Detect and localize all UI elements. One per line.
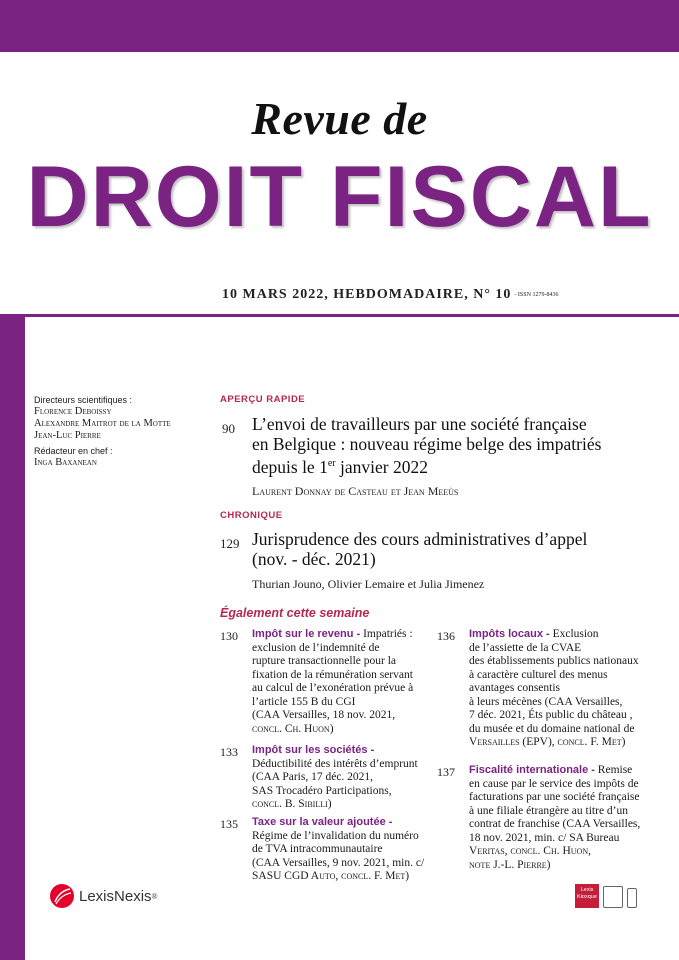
list-item[interactable]	[252, 628, 432, 736]
title-revue-de: Revue de	[251, 93, 428, 144]
item-number: 133	[220, 745, 238, 759]
item-line: à leurs mécènes (CAA Versailles,	[469, 695, 623, 708]
director-name: Jean-Luc Pierre	[34, 430, 101, 441]
item-line: Régime de l’invalidation du numéro	[252, 829, 419, 842]
item-line: Exclusion	[552, 628, 599, 640]
section-apercu-label: APERÇU RAPIDE	[220, 394, 306, 405]
list-item[interactable]	[252, 816, 432, 884]
title-line: Jurisprudence des cours administratives d’appel	[252, 529, 588, 549]
editorial-board	[34, 394, 214, 469]
title-droit-fiscal: DROIT FISCAL	[26, 149, 653, 245]
list-item[interactable]	[469, 764, 674, 872]
title-fragment: depuis le 1	[252, 456, 328, 477]
article-title-apercu[interactable]	[252, 414, 672, 477]
item-line: (CAA Versailles, 18 nov. 2021,	[252, 709, 396, 721]
article-authors: Laurent Donnay de Casteau et Jean Meeùs	[252, 484, 459, 498]
item-heading: Impôts locaux -	[469, 628, 550, 640]
title-line: en Belgique : nouveau régime belge des impatriés	[252, 434, 602, 454]
trademark-symbol: ®	[151, 891, 158, 901]
item-line: fixation de la rémunération servant	[252, 668, 413, 681]
item-number: 137	[437, 765, 455, 779]
badge-line: Kiosque	[577, 894, 597, 900]
left-purple-band	[0, 314, 25, 960]
tablet-icon	[603, 886, 623, 908]
item-line: Déductibilité des intérêts d’emprunt	[252, 757, 418, 770]
lexisnexis-logo[interactable]	[50, 884, 158, 908]
issue-date: 10 MARS 2022, HEBDOMADAIRE, N° 10	[222, 287, 512, 302]
item-line: concl. B. Sibilli)	[252, 798, 332, 810]
item-line: l’article 155 B du CGI	[252, 695, 356, 708]
directors-label: Directeurs scientifiques :	[34, 395, 133, 405]
publisher-name: LexisNexis	[79, 887, 152, 905]
item-line: de l’assiette de la CVAE	[469, 641, 582, 654]
item-line: Versailles (EPV), concl. F. Met)	[469, 736, 626, 748]
article-title-chronique[interactable]	[252, 529, 672, 569]
title-fragment: janvier 2022	[335, 456, 428, 477]
item-line: au calcul de l’exonération prévue à	[252, 682, 414, 694]
item-line: SASU CGD Auto, concl. F. Met)	[252, 870, 410, 882]
title-line: L’envoi de travailleurs par une société française	[252, 414, 587, 434]
item-line: avantages consentis	[469, 682, 561, 694]
item-heading: Impôt sur les sociétés -	[252, 744, 375, 756]
issue-line	[222, 287, 558, 303]
item-line: SAS Trocadéro Participations,	[252, 784, 392, 797]
title-line	[252, 454, 672, 477]
item-line: de TVA intracommunautaire	[252, 843, 383, 855]
director-name: Alexandre Maitrot de la Motte	[34, 418, 171, 429]
item-line: en cause par le service des impôts de	[469, 777, 639, 790]
list-item[interactable]	[252, 744, 432, 812]
item-line: du musée et du domaine national de	[469, 722, 635, 735]
top-purple-band	[0, 0, 679, 52]
chief-label: Rédacteur en chef :	[34, 446, 113, 456]
section-chronique-label: CHRONIQUE	[220, 510, 283, 521]
badge-line: Lexis	[580, 887, 594, 893]
item-line: 7 déc. 2021, Éts public du château ,	[469, 709, 633, 721]
item-line: Veritas, concl. Ch. Huon,	[469, 845, 591, 857]
item-line: (CAA Paris, 17 déc. 2021,	[252, 771, 374, 783]
item-line: (CAA Versailles, 9 nov. 2021, min. c/	[252, 856, 425, 869]
item-line: facturations par une société française	[469, 791, 640, 803]
item-number: 136	[437, 629, 455, 643]
article-number: 90	[222, 421, 235, 436]
item-line: Impatriés :	[363, 628, 413, 640]
item-number: 130	[220, 629, 238, 643]
item-heading: Taxe sur la valeur ajoutée -	[252, 816, 393, 828]
lexis-kiosque-badge[interactable]	[575, 884, 637, 908]
phone-icon	[627, 888, 637, 908]
article-number: 129	[220, 536, 240, 551]
also-this-week-heading: Également cette semaine	[220, 606, 370, 620]
item-line: note J.-L. Pierre)	[469, 858, 551, 871]
chief-name: Inga Baxanean	[34, 457, 97, 468]
title-superscript: er	[327, 458, 336, 469]
item-line: rupture transactionnelle pour la	[252, 655, 397, 667]
item-line: des établissements publics nationaux	[469, 655, 639, 667]
item-line: concl. Ch. Huon)	[252, 722, 334, 735]
director-name: Florence Deboissy	[34, 406, 112, 417]
item-line: 18 nov. 2021, min. c/ SA Bureau	[469, 831, 620, 844]
kiosque-icon	[575, 884, 599, 908]
issn: - ISSN 1279-8436	[514, 291, 559, 298]
item-heading: Fiscalité internationale -	[469, 764, 595, 776]
list-item[interactable]	[469, 628, 674, 750]
item-line: à une filiale étrangère au titre d’un	[469, 804, 629, 817]
masthead-rule	[0, 314, 679, 317]
item-line: à caractère culturel des menus	[469, 668, 608, 681]
lexisnexis-emblem-icon	[50, 884, 74, 908]
item-line: exclusion de l’indemnité de	[252, 641, 380, 654]
item-number: 135	[220, 817, 238, 831]
item-heading: Impôt sur le revenu -	[252, 628, 361, 640]
item-line: contrat de franchise (CAA Versailles,	[469, 818, 641, 830]
article-authors: Thurian Jouno, Olivier Lemaire et Julia Jimenez	[252, 577, 485, 591]
item-line: Remise	[597, 764, 633, 776]
title-line: (nov. - déc. 2021)	[252, 549, 376, 569]
